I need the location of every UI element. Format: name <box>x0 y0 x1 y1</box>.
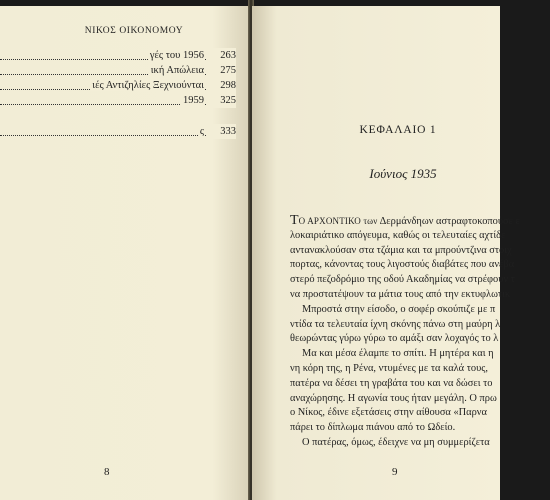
dot-leader <box>0 135 208 136</box>
chapter-heading: ΚΕΦΑΛΑΙΟ 1 <box>359 124 437 136</box>
toc-entry <box>0 124 236 139</box>
toc-entry-title: γές του 1956 <box>149 50 204 61</box>
date-heading: Ιούνιος 1935 <box>369 166 437 181</box>
page-number-right: 9 <box>392 466 398 478</box>
text-line: αναχώρησης. Η αγωνία τους ήταν μεγάλη. Ο πρω <box>290 392 497 404</box>
toc-entry <box>0 63 236 78</box>
toc-entry <box>0 78 236 93</box>
text-line: θεωρώντας γύρω γύρω το αμάξι σαν λοχαγός το λ <box>290 333 499 345</box>
left-page <box>0 6 250 500</box>
toc-entry-page: 298 <box>206 78 236 93</box>
text-line: στερό πεζοδρόμιο της οδού Ακαδημίας να στρέφουν τ <box>290 274 515 286</box>
text-line <box>290 214 550 229</box>
drop-cap: Τ <box>290 213 299 228</box>
right-page <box>252 6 520 500</box>
text-line: πορτας, κάνοντας τους λιγοστούς διαβάτες που ανέβα <box>290 259 515 271</box>
text-line: πάρει το δίπλωμα πιάνου από το Ωδείο. <box>290 422 456 434</box>
text-line: να προστατέψουν τα μάτια τους από την εκτυφλωτικ <box>290 288 511 300</box>
toc-entry <box>0 48 236 63</box>
text-line: λοκαιριάτικο απόγευμα, καθώς οι τελευταίες αχτίδε <box>290 229 506 241</box>
toc-entry-title: ς <box>199 126 204 137</box>
toc-entry-title: ική Απώλεια <box>150 65 204 76</box>
text-line: πατέρα να δέσει τη γραβάτα του και να δώσει το <box>290 377 493 389</box>
dot-leader <box>0 104 208 105</box>
text-line: αντανακλούσαν στα τζάμια και τα μπρούντζινα στοιχ <box>290 244 512 256</box>
text-line: ο Νίκος, έδινε εξετάσεις στην αίθουσα «Παρνα <box>290 407 487 419</box>
body-paragraphs <box>290 214 550 451</box>
toc-entry-page: 275 <box>206 63 236 78</box>
toc-entry-page: 333 <box>206 124 236 139</box>
small-caps-text: Ο ΑΡΧΟΝΤΙΚΟ των <box>298 216 378 226</box>
toc-entry-title: ιές Αντιζηλίες Ξεχνιούνται <box>92 80 204 91</box>
toc-entry-title: 1959 <box>183 95 204 106</box>
line-text: Δερμάνδηων αστραφτοκοπούσε ε <box>377 216 520 227</box>
text-line: Ο πατέρας, όμως, έδειχνε να μη συμμερίζετα <box>302 436 490 448</box>
text-line: νη κόρη της, η Ρένα, ντυμένες με τα καλά τους, <box>290 362 488 374</box>
page-number-left: 8 <box>104 466 110 478</box>
text-line: Μα και μέσα έλαμπε το σπίτι. Η μητέρα και η <box>302 348 494 360</box>
toc-entry <box>0 93 236 108</box>
text-line: Μπροστά στην είσοδο, ο σοφέρ σκούπιζε με π <box>302 303 496 315</box>
text-line: ντίδα τα τελευταία ίχνη σκόνης πάνω στη μαύρη λ <box>290 318 501 330</box>
toc-entry-page: 325 <box>206 93 236 108</box>
running-head: ΝΙΚΟΣ ΟΙΚΟΝΟΜΟΥ <box>84 26 184 36</box>
table-of-contents <box>0 48 236 139</box>
toc-entry-page: 263 <box>206 48 236 63</box>
